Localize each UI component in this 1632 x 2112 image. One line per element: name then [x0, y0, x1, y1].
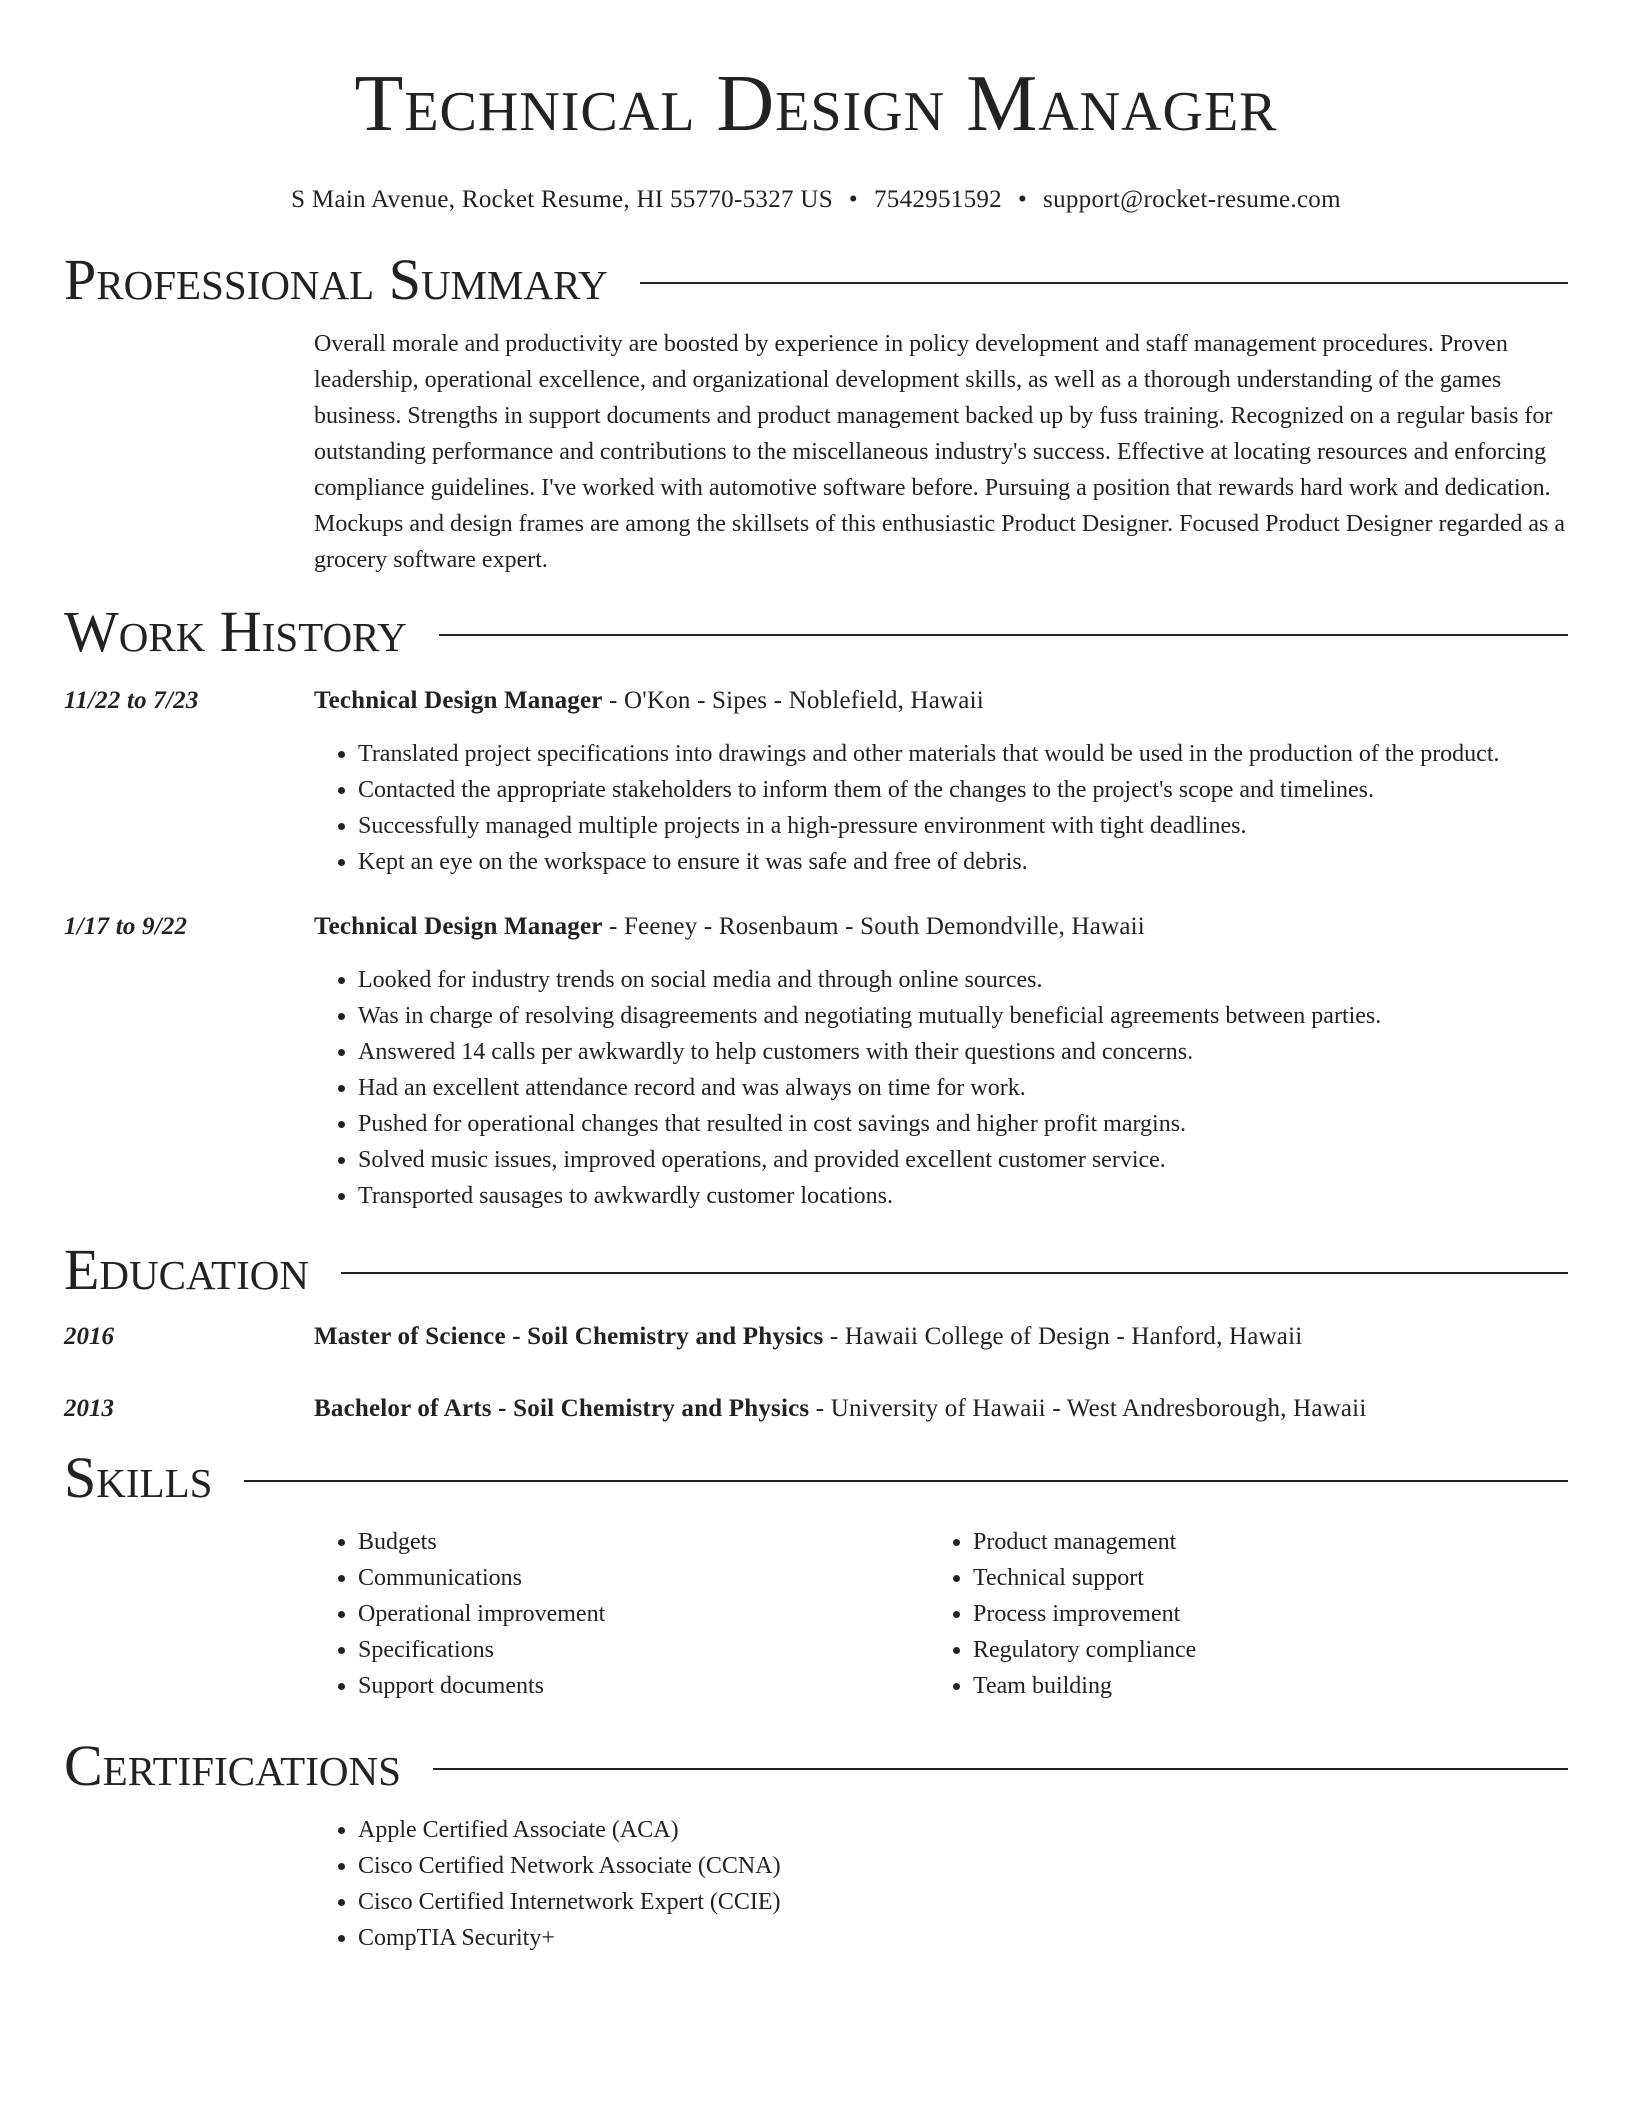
education-details: - Hawaii College of Design - Hanford, Hawaii	[823, 1323, 1303, 1350]
contact-line	[64, 186, 1568, 214]
skills-left-spacer	[64, 1510, 314, 1704]
skills-section-title: Skills	[64, 1445, 213, 1510]
job-role: Technical Design Manager	[314, 913, 603, 940]
job-bullet: • Answered 14 calls per awkwardly to help customers with their questions and concerns.	[358, 1034, 1568, 1070]
skill-item: • Budgets	[358, 1524, 929, 1560]
job-details: - Feeney - Rosenbaum - South Demondville, Hawaii	[602, 913, 1145, 940]
work-section-header	[64, 600, 1568, 664]
skill-item: • Operational improvement	[358, 1596, 929, 1632]
skill-item: • Product management	[973, 1524, 1544, 1560]
skills-list-left	[314, 1524, 929, 1704]
section-divider	[244, 1480, 1568, 1482]
education-degree: Bachelor of Arts - Soil Chemistry and Physics	[314, 1395, 810, 1422]
education-section-header	[64, 1238, 1568, 1302]
certifications-row	[64, 1798, 1568, 1956]
skill-item: • Specifications	[358, 1632, 929, 1668]
resume-name: Technical Design Manager	[354, 60, 1278, 148]
education-degree: Master of Science - Soil Chemistry and Physics	[314, 1323, 824, 1350]
contact-separator: •	[1017, 186, 1028, 213]
skill-item: • Technical support	[973, 1560, 1544, 1596]
job-title-line	[314, 684, 1568, 718]
certifications-section-header	[64, 1734, 1568, 1798]
job-details: - O'Kon - Sipes - Noblefield, Hawaii	[602, 687, 984, 714]
job-bullets	[314, 736, 1568, 880]
job-bullets	[314, 962, 1568, 1214]
certifications-list	[314, 1812, 1568, 1956]
job-bullet: • Pushed for operational changes that resulted in cost savings and higher profit margins.	[358, 1106, 1568, 1142]
work-section-title: Work History	[64, 599, 407, 664]
summary-section-title: Professional Summary	[64, 247, 608, 312]
education-entry	[64, 1392, 1568, 1426]
education-year: 2013	[64, 1395, 114, 1422]
job-bullet: • Translated project specifications into drawings and other materials that would be used in the production of the product.	[358, 736, 1568, 772]
skills-row	[64, 1510, 1568, 1704]
job-entry	[64, 684, 1568, 880]
certification-item: • Apple Certified Associate (ACA)	[358, 1812, 1568, 1848]
contact-email: support@rocket-resume.com	[1043, 186, 1341, 213]
summary-left-spacer	[64, 326, 314, 578]
job-bullet: • Contacted the appropriate stakeholders to inform them of the changes to the project's scope and timelines.	[358, 772, 1568, 808]
summary-row	[64, 326, 1568, 578]
job-bullet: • Had an excellent attendance record and was always on time for work.	[358, 1070, 1568, 1106]
certifications-left-spacer	[64, 1798, 314, 1956]
skills-section-header	[64, 1446, 1568, 1510]
education-section-title: Education	[64, 1237, 309, 1302]
section-divider	[439, 634, 1568, 636]
job-bullet: • Was in charge of resolving disagreements and negotiating mutually beneficial agreements between parties.	[358, 998, 1568, 1034]
section-divider	[341, 1272, 1568, 1274]
skill-item: • Support documents	[358, 1668, 929, 1704]
certifications-section-title: Certifications	[64, 1733, 401, 1798]
job-bullet: • Kept an eye on the workspace to ensure it was safe and free of debris.	[358, 844, 1568, 880]
skill-item: • Team building	[973, 1668, 1544, 1704]
education-details: - University of Hawaii - West Andresborough, Hawaii	[809, 1395, 1367, 1422]
skills-columns	[314, 1524, 1568, 1704]
certification-item: • Cisco Certified Network Associate (CCNA)	[358, 1848, 1568, 1884]
job-bullet: • Successfully managed multiple projects in a high-pressure environment with tight deadlines.	[358, 808, 1568, 844]
skill-item: • Process improvement	[973, 1596, 1544, 1632]
skill-item: • Communications	[358, 1560, 929, 1596]
job-title-line	[314, 910, 1568, 944]
job-entry	[64, 910, 1568, 1214]
job-bullet: • Transported sausages to awkwardly customer locations.	[358, 1178, 1568, 1214]
summary-section-header	[64, 248, 1568, 312]
resume-header	[64, 0, 1568, 214]
summary-text: Overall morale and productivity are boosted by experience in policy development and staff management procedures. Proven leadership, operational excellence, and organizational development skills, as well as a thorough understanding of the games business. Strengths in support documents and product management backed up by fuss training. Recognized on a regular basis for outstanding performance and contributions to the miscellaneous industry's success. Effective at locating resources and enforcing compliance guidelines. I've worked with automotive software before. Pursuing a position that rewards hard work and dedication. Mockups and design frames are among the skillsets of this enthusiastic Product Designer. Focused Product Designer regarded as a grocery software expert.	[314, 331, 1566, 573]
certification-item: • Cisco Certified Internetwork Expert (CCIE)	[358, 1884, 1568, 1920]
contact-address: S Main Avenue, Rocket Resume, HI 55770-5327 US	[291, 186, 833, 213]
job-role: Technical Design Manager	[314, 687, 603, 714]
job-dates: 11/22 to 7/23	[64, 687, 199, 714]
job-bullet: • Looked for industry trends on social media and through online sources.	[358, 962, 1568, 998]
job-dates: 1/17 to 9/22	[64, 913, 188, 940]
education-entry	[64, 1320, 1568, 1354]
section-divider	[640, 282, 1568, 284]
skills-list-right	[929, 1524, 1544, 1704]
section-divider	[433, 1768, 1568, 1770]
contact-phone: 7542951592	[873, 186, 1002, 213]
contact-separator: •	[848, 186, 858, 213]
certification-item: • CompTIA Security+	[358, 1920, 1568, 1956]
skill-item: • Regulatory compliance	[973, 1632, 1544, 1668]
education-year: 2016	[64, 1323, 114, 1350]
job-bullet: • Solved music issues, improved operations, and provided excellent customer service.	[358, 1142, 1568, 1178]
